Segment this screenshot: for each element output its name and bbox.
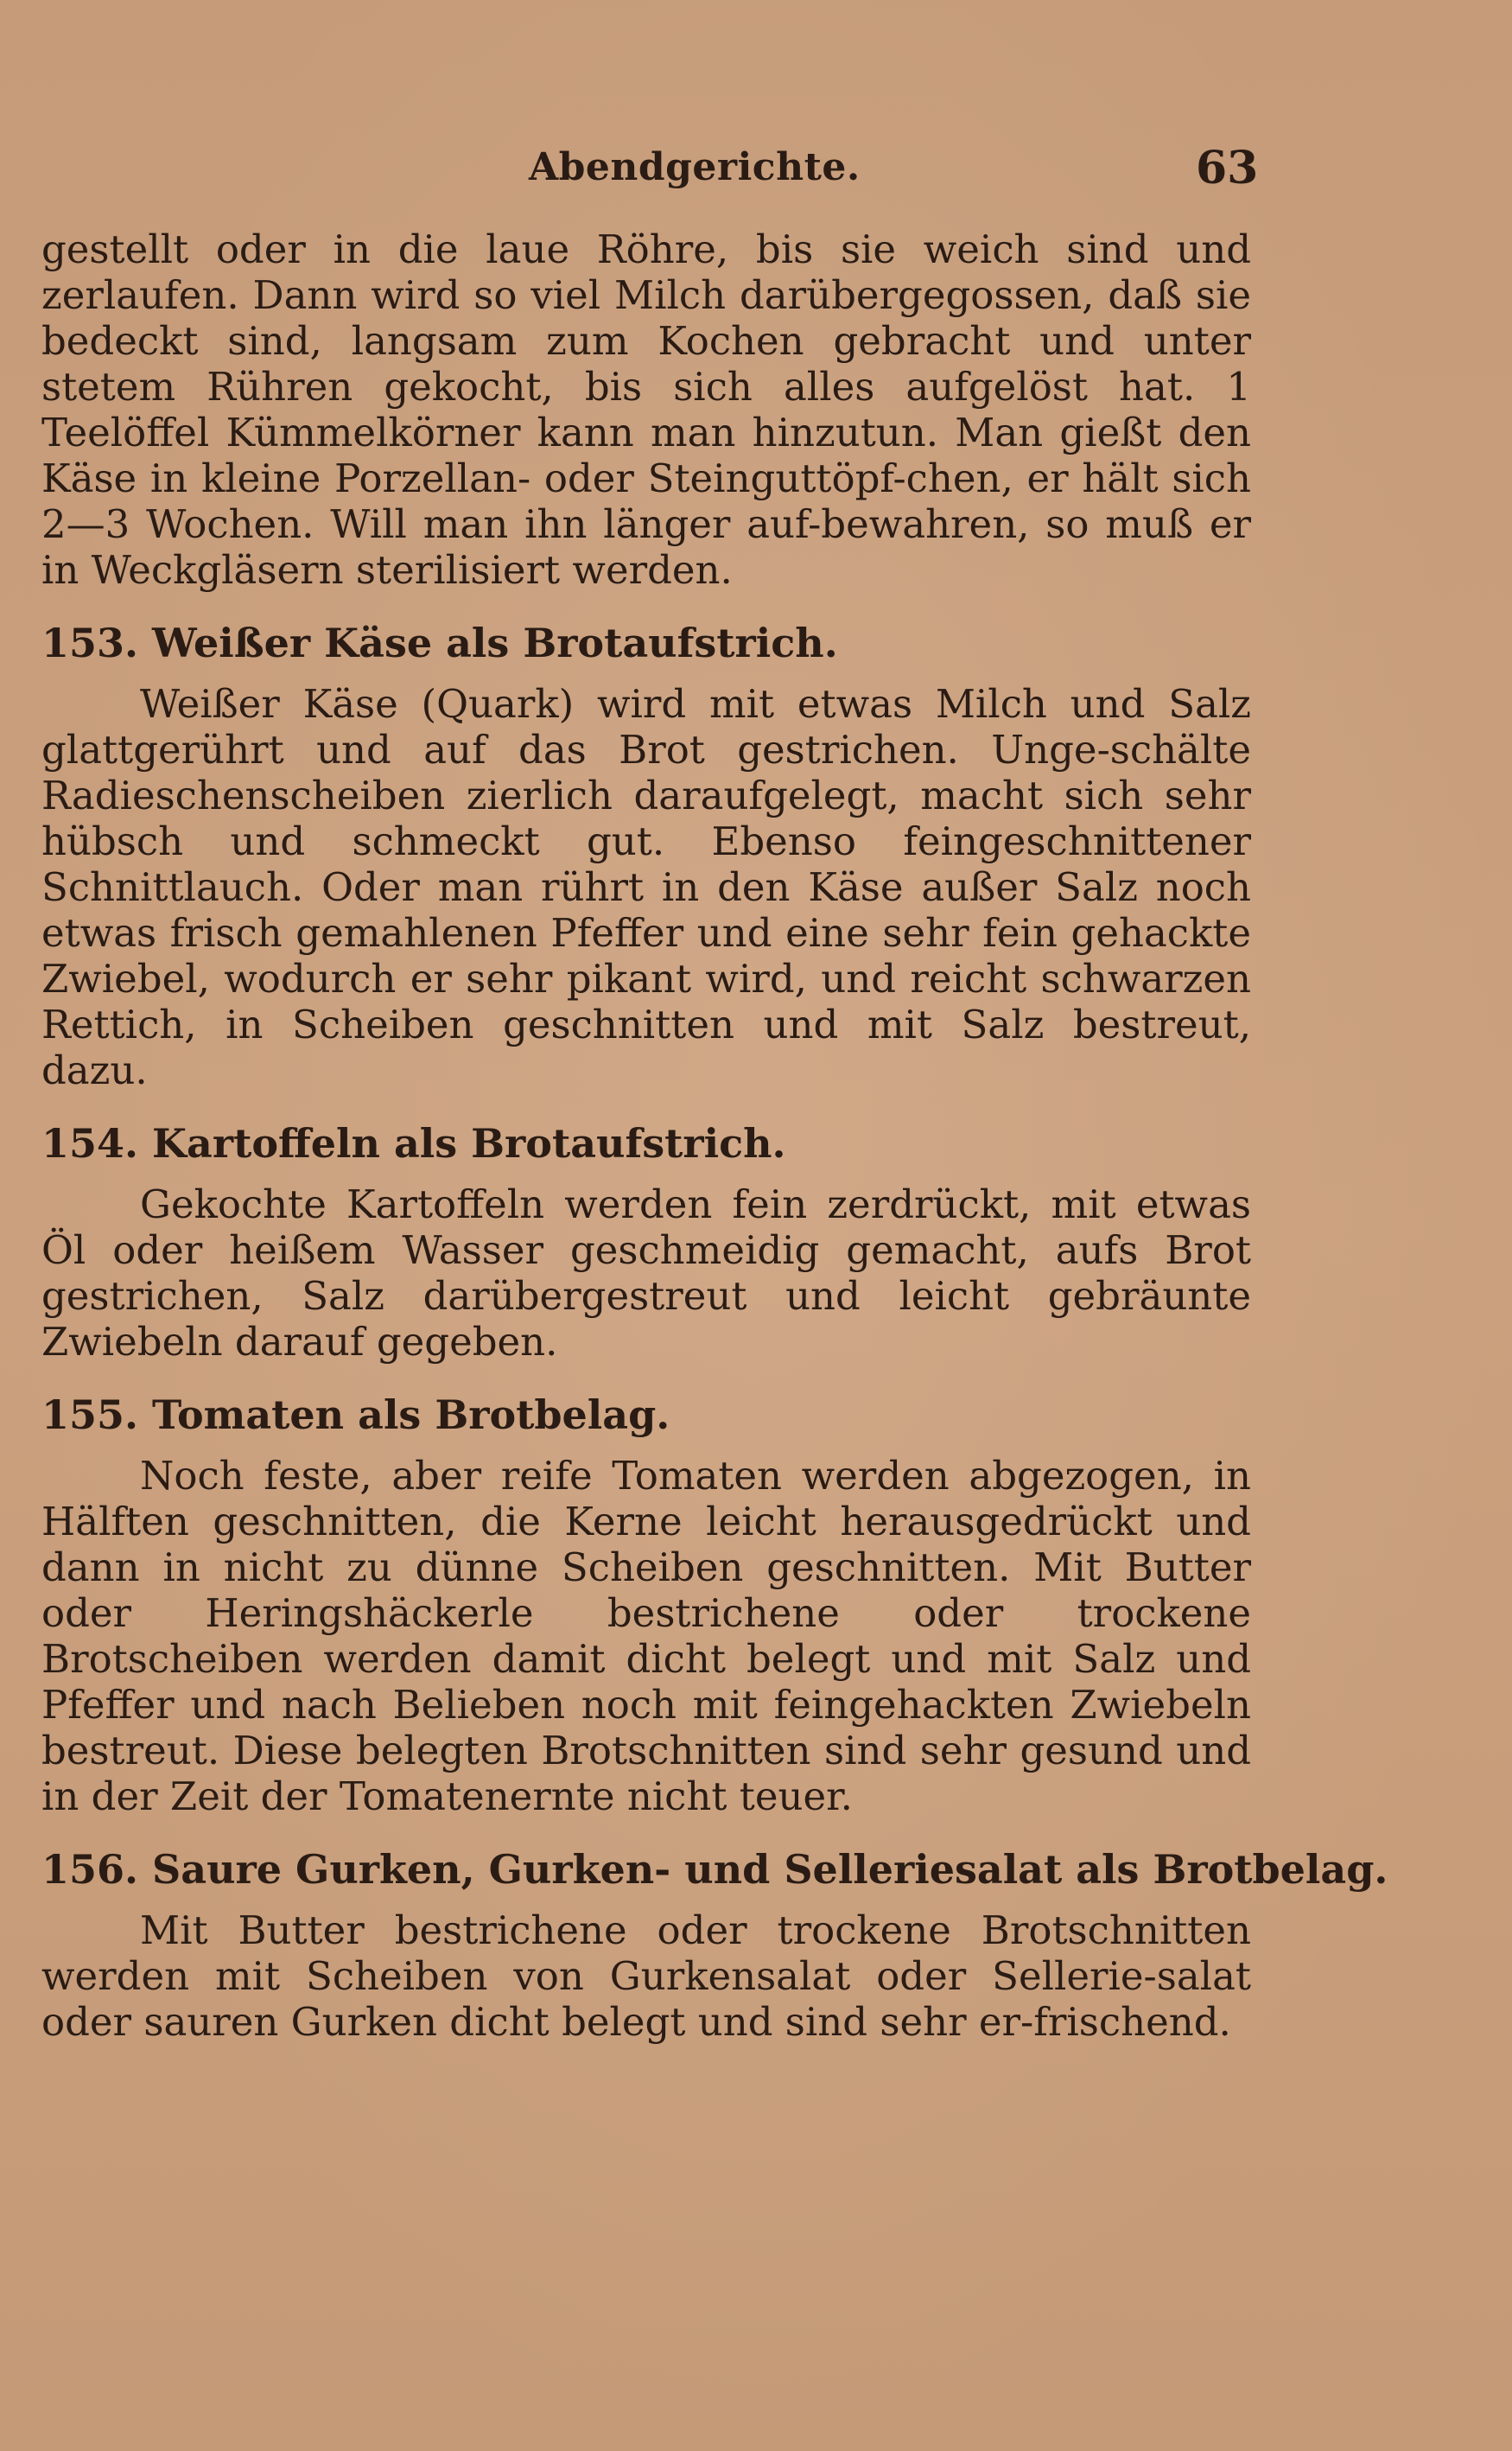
recipe-heading bbox=[41, 1119, 1251, 1168]
page-body bbox=[41, 226, 1388, 2045]
recipe-heading bbox=[41, 619, 1251, 667]
recipe-number: 155. bbox=[41, 1391, 139, 1438]
recipe-heading bbox=[41, 1391, 1251, 1439]
recipe-155 bbox=[41, 1391, 1251, 1819]
recipe-156 bbox=[41, 1845, 1388, 2045]
recipe-number: 156. bbox=[41, 1846, 139, 1893]
recipe-text: Mit Butter bestrichene oder trockene Brotschnitten werden mit Scheiben von Gurkensalat oder Sellerie-salat oder sauren Gurken dicht belegt und sind sehr er-frischend. bbox=[41, 1907, 1251, 2045]
recipe-title: Weißer Käse als Brotaufstrich. bbox=[152, 620, 838, 666]
recipe-154 bbox=[41, 1119, 1251, 1365]
recipe-title: Tomaten als Brotbelag. bbox=[152, 1391, 670, 1438]
recipe-text: Noch feste, aber reife Tomaten werden abgezogen, in Hälften geschnitten, die Kerne leicht herausgedrückt und dann in nicht zu dünne Scheiben geschnitten. Mit Butter oder Heringshäckerle bestrichene oder trockene Brotscheiben werden damit dicht belegt und mit Salz und Pfeffer und nach Belieben noch mit feingehackten Zwiebeln bestreut. Diese belegten Brotschnitten sind sehr gesund und in der Zeit der Tomatenernte nicht teuer. bbox=[41, 1453, 1251, 1819]
recipe-number: 153. bbox=[41, 620, 139, 666]
recipe-153 bbox=[41, 619, 1251, 1093]
recipe-title: Kartoffeln als Brotaufstrich. bbox=[152, 1120, 786, 1167]
recipe-number: 154. bbox=[41, 1120, 139, 1167]
recipe-title: Saure Gurken, Gurken- und Selleriesalat als Brotbelag. bbox=[152, 1846, 1388, 1893]
recipe-text: Weißer Käse (Quark) wird mit etwas Milch und Salz glattgerührt und auf das Brot gestrichen. Unge-schälte Radieschenscheiben zierlich daraufgelegt, macht sich sehr hübsch und schmeckt gut. Ebenso feingeschnittener Schnittlauch. Oder man rührt in den Käse außer Salz noch etwas frisch gemahlenen Pfeffer und eine sehr fein gehackte Zwiebel, wodurch er sehr pikant wird, und reicht schwarzen Rettich, in Scheiben geschnitten und mit Salz bestreut, dazu. bbox=[41, 681, 1251, 1093]
page-number: 63 bbox=[1196, 142, 1259, 194]
recipe-heading bbox=[41, 1845, 1388, 1894]
recipe-text: Gekochte Kartoffeln werden fein zerdrückt, mit etwas Öl oder heißem Wasser geschmeidig gemacht, aufs Brot gestrichen, Salz darübergestreut und leicht gebräunte Zwiebeln darauf gegeben. bbox=[41, 1181, 1251, 1365]
continuation-paragraph: gestellt oder in die laue Röhre, bis sie weich sind und zerlaufen. Dann wird so viel Milch darübergegossen, daß sie bedeckt sind, langsam zum Kochen gebracht und unter stetem Rühren gekocht, bis sich alles aufgelöst hat. 1 Teelöffel Kümmelkörner kann man hinzutun. Man gießt den Käse in kleine Porzellan- oder Steinguttöpf-chen, er hält sich 2—3 Wochen. Will man ihn länger auf-bewahren, so muß er in Weckgläsern sterilisiert werden. bbox=[41, 226, 1251, 593]
running-title: Abendgerichte. bbox=[529, 145, 861, 189]
running-head bbox=[0, 142, 1512, 206]
